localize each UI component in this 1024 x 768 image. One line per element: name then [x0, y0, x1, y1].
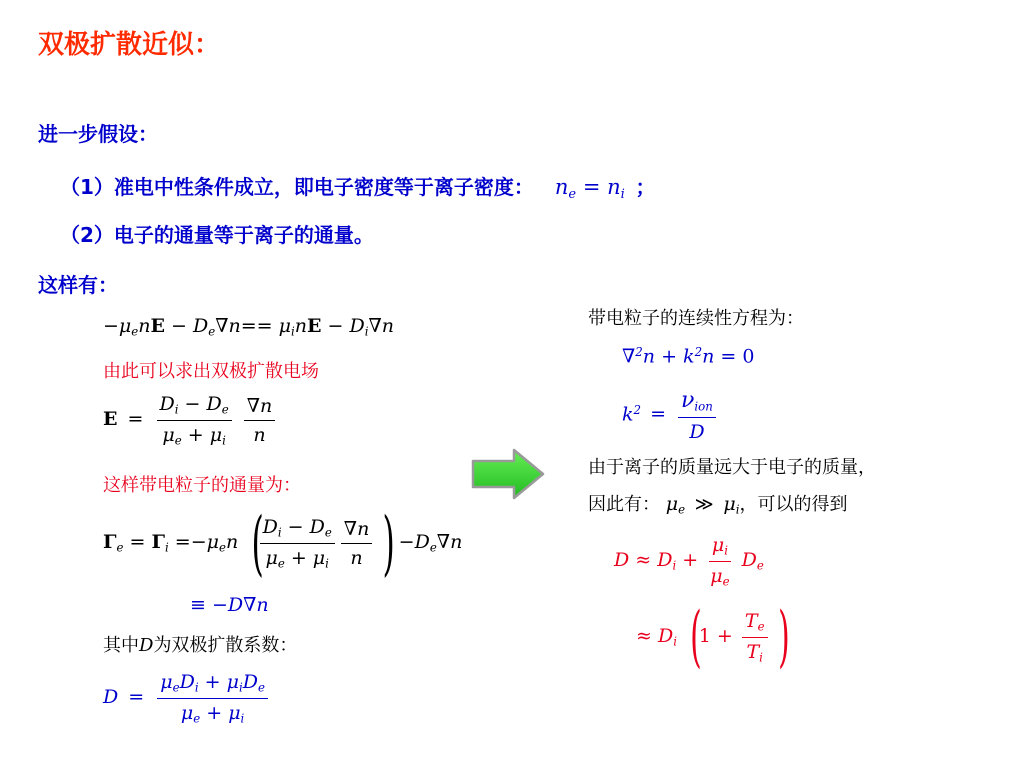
helmholtz-equation: $\nabla^2n + k^2n = 0$ — [622, 345, 755, 368]
k-squared-equation: $k^2$ = $\frac{\nu_{ion}}{D}$ — [622, 388, 719, 443]
hence-text: 因此有： $\mu_e$ ≫ $\mu_i$，可以的得到 — [588, 493, 848, 517]
assumption-item-2: （2）电子的通量等于离子的通量。 — [60, 223, 374, 247]
approximation-1: $D \approx D_i$ + $\frac{\mu_i}{\mu_e}$ $D_e$ — [614, 534, 764, 589]
assumption-item-1: （1）准电中性条件成立，即电子密度等于离子密度： $n_e = n_i$ ； — [60, 175, 656, 202]
field-fraction: $\frac{D_i - D_e}{\mu_e + \mu_i}$ — [157, 393, 232, 447]
coefficient-text: 其中D为双极扩散系数： — [103, 635, 298, 656]
assumption-heading: 进一步假设： — [38, 122, 158, 146]
ambipolar-field-equation: E = $\frac{D_i - D_e}{\mu_e + \mu_i}$ $\frac{\nabla n}{n}$ — [103, 393, 278, 447]
flux-equation: $\Gamma_e = \Gamma_i =-\mu_en$ ( $\frac{D_i - D_e}{\mu_e + \mu_i}$ $\frac{\nabla n}{n}$ ) $-D_e\nabla n$ — [103, 502, 463, 584]
mass-text: 由于离子的质量远大于电子的质量， — [588, 457, 876, 478]
flux-balance-equation: $-\mu_enE - D_e\nabla n== \mu_inE - D_i\nabla n$ — [103, 315, 394, 339]
gradient-fraction: $\frac{\nabla n}{n}$ — [244, 395, 276, 446]
continuity-text: 带电粒子的连续性方程为： — [588, 308, 804, 329]
result-heading: 这样有： — [38, 273, 118, 297]
page-title: 双极扩散近似： — [38, 30, 221, 60]
ambipolar-coefficient-equation: D = $\frac{\mu_eD_i + \mu_iD_e}{\mu_e + \mu_i}$ — [103, 671, 271, 725]
approximation-2: ≈ $D_i$ (1 + $\frac{T_e}{T_i}$ ) — [636, 598, 790, 675]
note-field: 由此可以求出双极扩散电场 — [103, 361, 319, 382]
right-arrow-icon — [470, 447, 546, 505]
equivalent-flux: ≡ −D∇n — [190, 594, 269, 616]
note-flux: 这样带电粒子的通量为： — [103, 475, 301, 496]
assumption-item-1-text: （1）准电中性条件成立，即电子密度等于离子密度： — [60, 175, 534, 199]
quasi-neutral-equation: $n_e = n_i$ — [554, 175, 625, 202]
